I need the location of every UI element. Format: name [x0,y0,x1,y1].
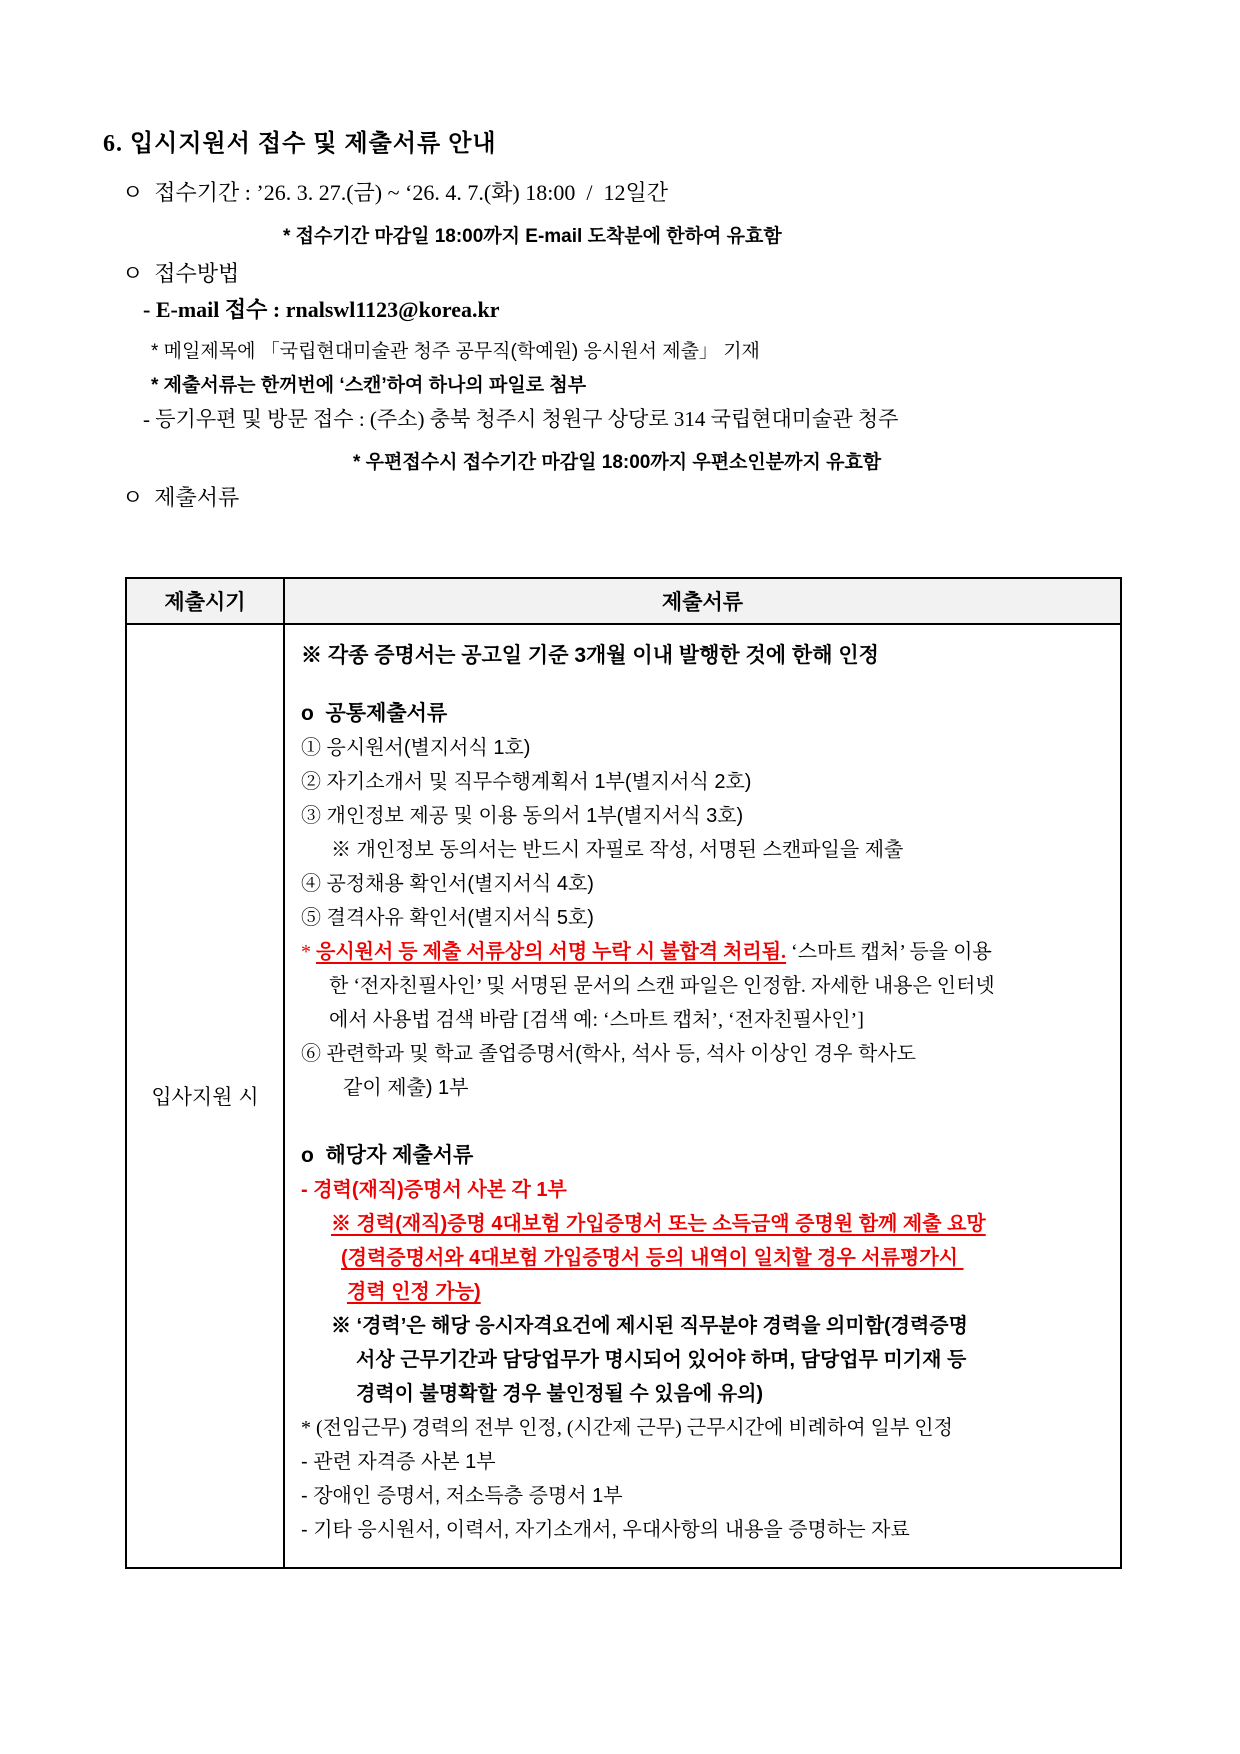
table-body-row [127,625,1120,1567]
career-definition-2: 서상 근무기간과 담당업무가 명시되어 있어야 하며, 담당업무 미기재 등 [356,1349,967,1371]
signature-warning-line-2: 한 ‘전자친필사인’ 및 서명된 문서의 스캔 파일은 인정함. 자세한 내용은 인터넷 [329,975,995,997]
disability-certificate-item: - 장애인 증명서, 저소득층 증명서 1부 [301,1485,623,1507]
career-insurance-note-3: 경력 인정 가능) [347,1281,481,1303]
submission-table [125,577,1122,1569]
career-insurance-note-1: ※ 경력(재직)증명 4대보험 가입증명서 또는 소득금액 증명원 함께 제출 요망 [331,1213,986,1235]
career-definition-3: 경력이 불명확할 경우 불인정될 수 있음에 유의) [356,1383,764,1405]
postal-deadline-note: * 우편접수시 접수기간 마감일 18:00까지 우편소인분까지 유효함 [353,452,882,473]
signature-warning-line [301,935,1104,969]
email-reception-line: - E-mail 접수 : rnalswl1123@korea.kr [143,297,500,322]
other-proof-item: - 기타 응시원서, 이력서, 자기소개서, 우대사항의 내용을 증명하는 자료 [301,1519,910,1541]
signature-warning-text: 응시원서 등 제출 서류상의 서명 누락 시 불합격 처리됨. [316,941,787,963]
common-item-6: ⑥ 관련학과 및 학교 졸업증명서(학사, 석사 등, 석사 이상인 경우 학사도 [301,1043,916,1065]
common-item-4: ④ 공정채용 확인서(별지서식 4호) [301,873,594,895]
common-item-5: ⑤ 결격사유 확인서(별지서식 5호) [301,907,594,929]
table-header-row [127,579,1120,625]
career-insurance-note-2: (경력증명서와 4대보험 가입증명서 등의 내역이 일치할 경우 서류평가시 [341,1247,964,1269]
page-title: 6. 입시지원서 접수 및 제출서류 안내 [103,131,497,157]
postal-reception-line: - 등기우편 및 방문 접수 : (주소) 충북 청주시 청원구 상당로 314 국립현대미술관 청주 [143,407,899,431]
common-item-2: ② 자기소개서 및 직무수행계획서 1부(별지서식 2호) [301,771,752,793]
docs-content-cell [285,625,1120,1567]
table-header-time: 제출시기 [127,579,285,623]
spacer [301,673,1104,697]
common-item-1: ① 응시원서(별지서식 1호) [301,737,531,759]
reception-period-note: * 접수기간 마감일 18:00까지 E-mail 도착분에 한하여 유효함 [283,226,782,247]
privacy-consent-note: ※ 개인정보 동의서는 반드시 자필로 작성, 서명된 스캔파일을 제출 [331,839,904,861]
career-certificate-item: - 경력(재직)증명서 사본 각 1부 [301,1179,567,1201]
spacer [301,1105,1104,1139]
email-scan-note: * 제출서류는 한꺼번에 ‘스캔’하여 하나의 파일로 첨부 [151,375,587,396]
career-definition-1: ※ ‘경력’은 해당 응시자격요건에 제시된 직무분야 경력을 의미함(경력증명 [331,1315,968,1337]
table-header-docs: 제출서류 [661,591,744,614]
common-item-6-cont: 같이 제출) 1부 [343,1077,469,1099]
career-recognition-ratio: * (전임근무) 경력의 전부 인정, (시간제 근무) 근무시간에 비례하여 일부 인정 [301,1417,953,1439]
email-subject-note: * 메일제목에 「국립현대미술관 청주 공무직(학예원) 응시원서 제출」 기재 [151,341,760,362]
reception-method-line: ㅇ 접수방법 [122,261,240,286]
warning-star: * [301,941,316,963]
row-label-cell: 입사지원 시 [127,625,285,1567]
submission-docs-line: ㅇ 제출서류 [122,485,240,510]
common-docs-heading: o 공통제출서류 [301,702,448,725]
signature-warning-rest: ‘스마트 캡처’ 등을 이용 [786,941,992,963]
common-item-3: ③ 개인정보 제공 및 이용 동의서 1부(별지서식 3호) [301,805,744,827]
certificates-notice: ※ 각종 증명서는 공고일 기준 3개월 이내 발행한 것에 한해 인정 [301,644,879,667]
license-copy-item: - 관련 자격증 사본 1부 [301,1451,496,1473]
signature-warning-line-3: 에서 사용법 검색 바람 [검색 예: ‘스마트 캡처’, ‘전자친필사인’] [329,1009,864,1031]
reception-period-line: ㅇ 접수기간 : ’26. 3. 27.(금) ~ ‘26. 4. 7.(화) 18:00 / 12일간 [122,180,668,205]
eligible-docs-heading: o 해당자 제출서류 [301,1144,474,1167]
